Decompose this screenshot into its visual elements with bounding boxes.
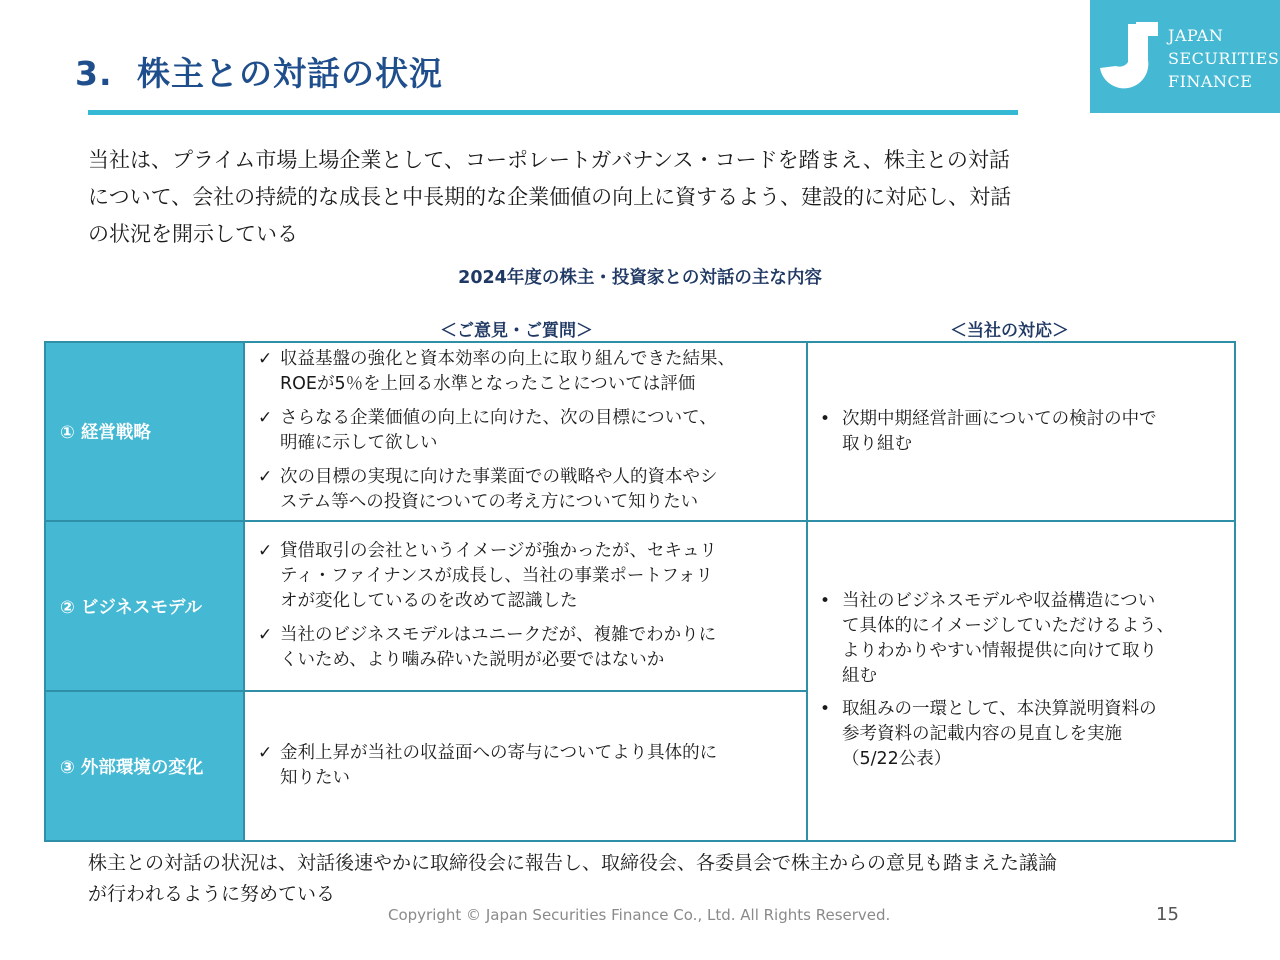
page-number: 15 <box>1156 904 1179 925</box>
dialogue-table <box>44 341 1236 842</box>
page-title <box>75 48 443 95</box>
row-label-external-environment: ③ 外部環境の変化 <box>46 692 243 840</box>
column-divider <box>243 343 245 840</box>
closing-paragraph: 株主との対話の状況は、対話後速やかに取締役会に報告し、取締役会、各委員会で株主からの意見も踏まえた議論 が行われるように努めている <box>88 852 1058 905</box>
opinion-item: ✓ 金利上昇が当社の収益面への寄与についてより具体的に 知りたい <box>256 741 804 791</box>
row-opinions-management-strategy <box>256 347 804 515</box>
title-underline <box>88 110 1018 115</box>
logo-wordmark: JAPAN SECURITIES FINANCE <box>1168 26 1280 91</box>
opinion-item: ✓ 貸借取引の会社というイメージが強かったが、セキュリ ティ・ファイナンスが成長し、当社の事業ポートフォリ オが変化しているのを改めて認識した <box>256 539 804 614</box>
company-logo <box>1090 0 1280 113</box>
copyright-notice: Copyright © Japan Securities Finance Co., Ltd. All Rights Reserved. <box>388 906 891 924</box>
column-header-opinions: ＜ご意見・ご質問＞ <box>440 321 593 341</box>
row-opinions-external-environment <box>256 741 804 791</box>
column-header-response: ＜当社の対応＞ <box>950 321 1069 341</box>
row-label-management-strategy: ① 経営戦略 <box>46 343 243 520</box>
table-title: 2024年度の株主・投資家との対話の主な内容 <box>458 268 822 288</box>
opinion-item: ✓ さらなる企業価値の向上に向けた、次の目標について、 明確に示して欲しい <box>256 406 804 456</box>
column-divider <box>806 343 808 840</box>
opinion-item: ✓ 収益基盤の強化と資本効率の向上に取り組んできた結果、 ROEが5％を上回る水準となったことについては評価 <box>256 347 804 397</box>
row-label-business-model: ② ビジネスモデル <box>46 522 243 690</box>
response-item: • 当社のビジネスモデルや収益構造につい て具体的にイメージしていただけるよう、 よりわかりやすい情報提供に向けて取り 組む <box>814 589 1229 689</box>
opinion-item: ✓ 次の目標の実現に向けた事業面での戦略や人的資本やシ ステム等への投資についての考え方について知りたい <box>256 465 804 515</box>
j-logo-icon <box>1098 22 1164 92</box>
row-opinions-business-model <box>256 539 804 673</box>
intro-paragraph: 当社は、プライム市場上場企業として、コーポレートガバナンス・コードを踏まえ、株主との対話 について、会社の持続的な成長と中長期的な企業価値の向上に資するよう、建設的に対応し、対話 の状況を開示している <box>88 148 1012 246</box>
row-divider <box>46 520 1234 522</box>
response-item: • 次期中期経営計画についての検討の中で 取り組む <box>814 407 1229 457</box>
row-response-management-strategy <box>814 407 1229 457</box>
title-text: 株主との対話の状況 <box>137 54 443 93</box>
row-divider <box>46 690 807 692</box>
section-number: 3. <box>75 54 113 93</box>
shared-response-business-model-external <box>814 589 1229 772</box>
opinion-item: ✓ 当社のビジネスモデルはユニークだが、複雑でわかりに くいため、より噛み砕いた説明が必要ではないか <box>256 623 804 673</box>
response-item: • 取組みの一環として、本決算説明資料の 参考資料の記載内容の見直しを実施 （5/22公表） <box>814 697 1229 772</box>
